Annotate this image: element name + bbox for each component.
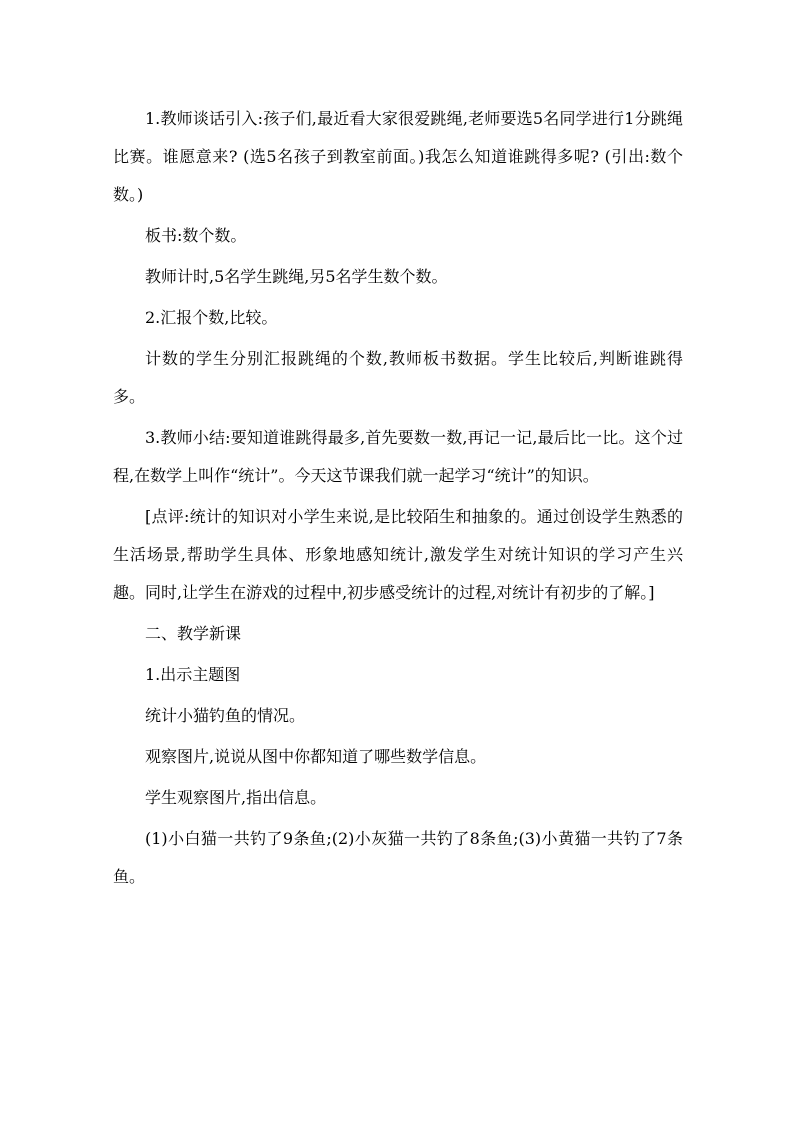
paragraph-students-point: 学生观察图片,指出信息。: [145, 788, 327, 807]
paragraph-comment: [点评:统计的知识对小学生来说,是比较陌生和抽象的。通过创设学生熟悉的生活场景,帮助学生具体、形象地感知统计,激发学生对统计知识的学习产生兴趣。同时,让学生在游戏的过程中,初步感受统计的过程,对统计有初步的了解。]: [113, 507, 683, 602]
paragraph-board-writing: 板书:数个数。: [145, 226, 247, 245]
paragraph-observe: 观察图片,说说从图中你都知道了哪些数学信息。: [145, 747, 487, 766]
paragraph-cat-fishing: 统计小猫钓鱼的情况。: [145, 706, 306, 725]
paragraph-counting: 计数的学生分别汇报跳绳的个数,教师板书数据。学生比较后,判断谁跳得多。: [113, 349, 683, 406]
document-page: [113, 100, 683, 896]
paragraph-timing: 教师计时,5名学生跳绳,另5名学生数个数。: [145, 267, 448, 286]
paragraph-fish-counts: (1)小白猫一共钓了9条鱼;(2)小灰猫一共钓了8条鱼;(3)小黄猫一共钓了7条鱼。: [113, 829, 683, 886]
paragraph-show-image: 1.出示主题图: [145, 665, 241, 684]
paragraph-summary: 3.教师小结:要知道谁跳得最多,首先要数一数,再记一记,最后比一比。这个过程,在数学上叫作“统计”。今天这节课我们就一起学习“统计”的知识。: [113, 428, 683, 485]
paragraph-intro: 1.教师谈话引入:孩子们,最近看大家很爱跳绳,老师要选5名同学进行1分跳绳比赛。谁愿意来? (选5名孩子到教室前面。)我怎么知道谁跳得多呢? (引出:数个数。): [113, 109, 683, 204]
paragraph-report: 2.汇报个数,比较。: [145, 308, 278, 327]
section-heading: 二、教学新课: [145, 624, 242, 643]
